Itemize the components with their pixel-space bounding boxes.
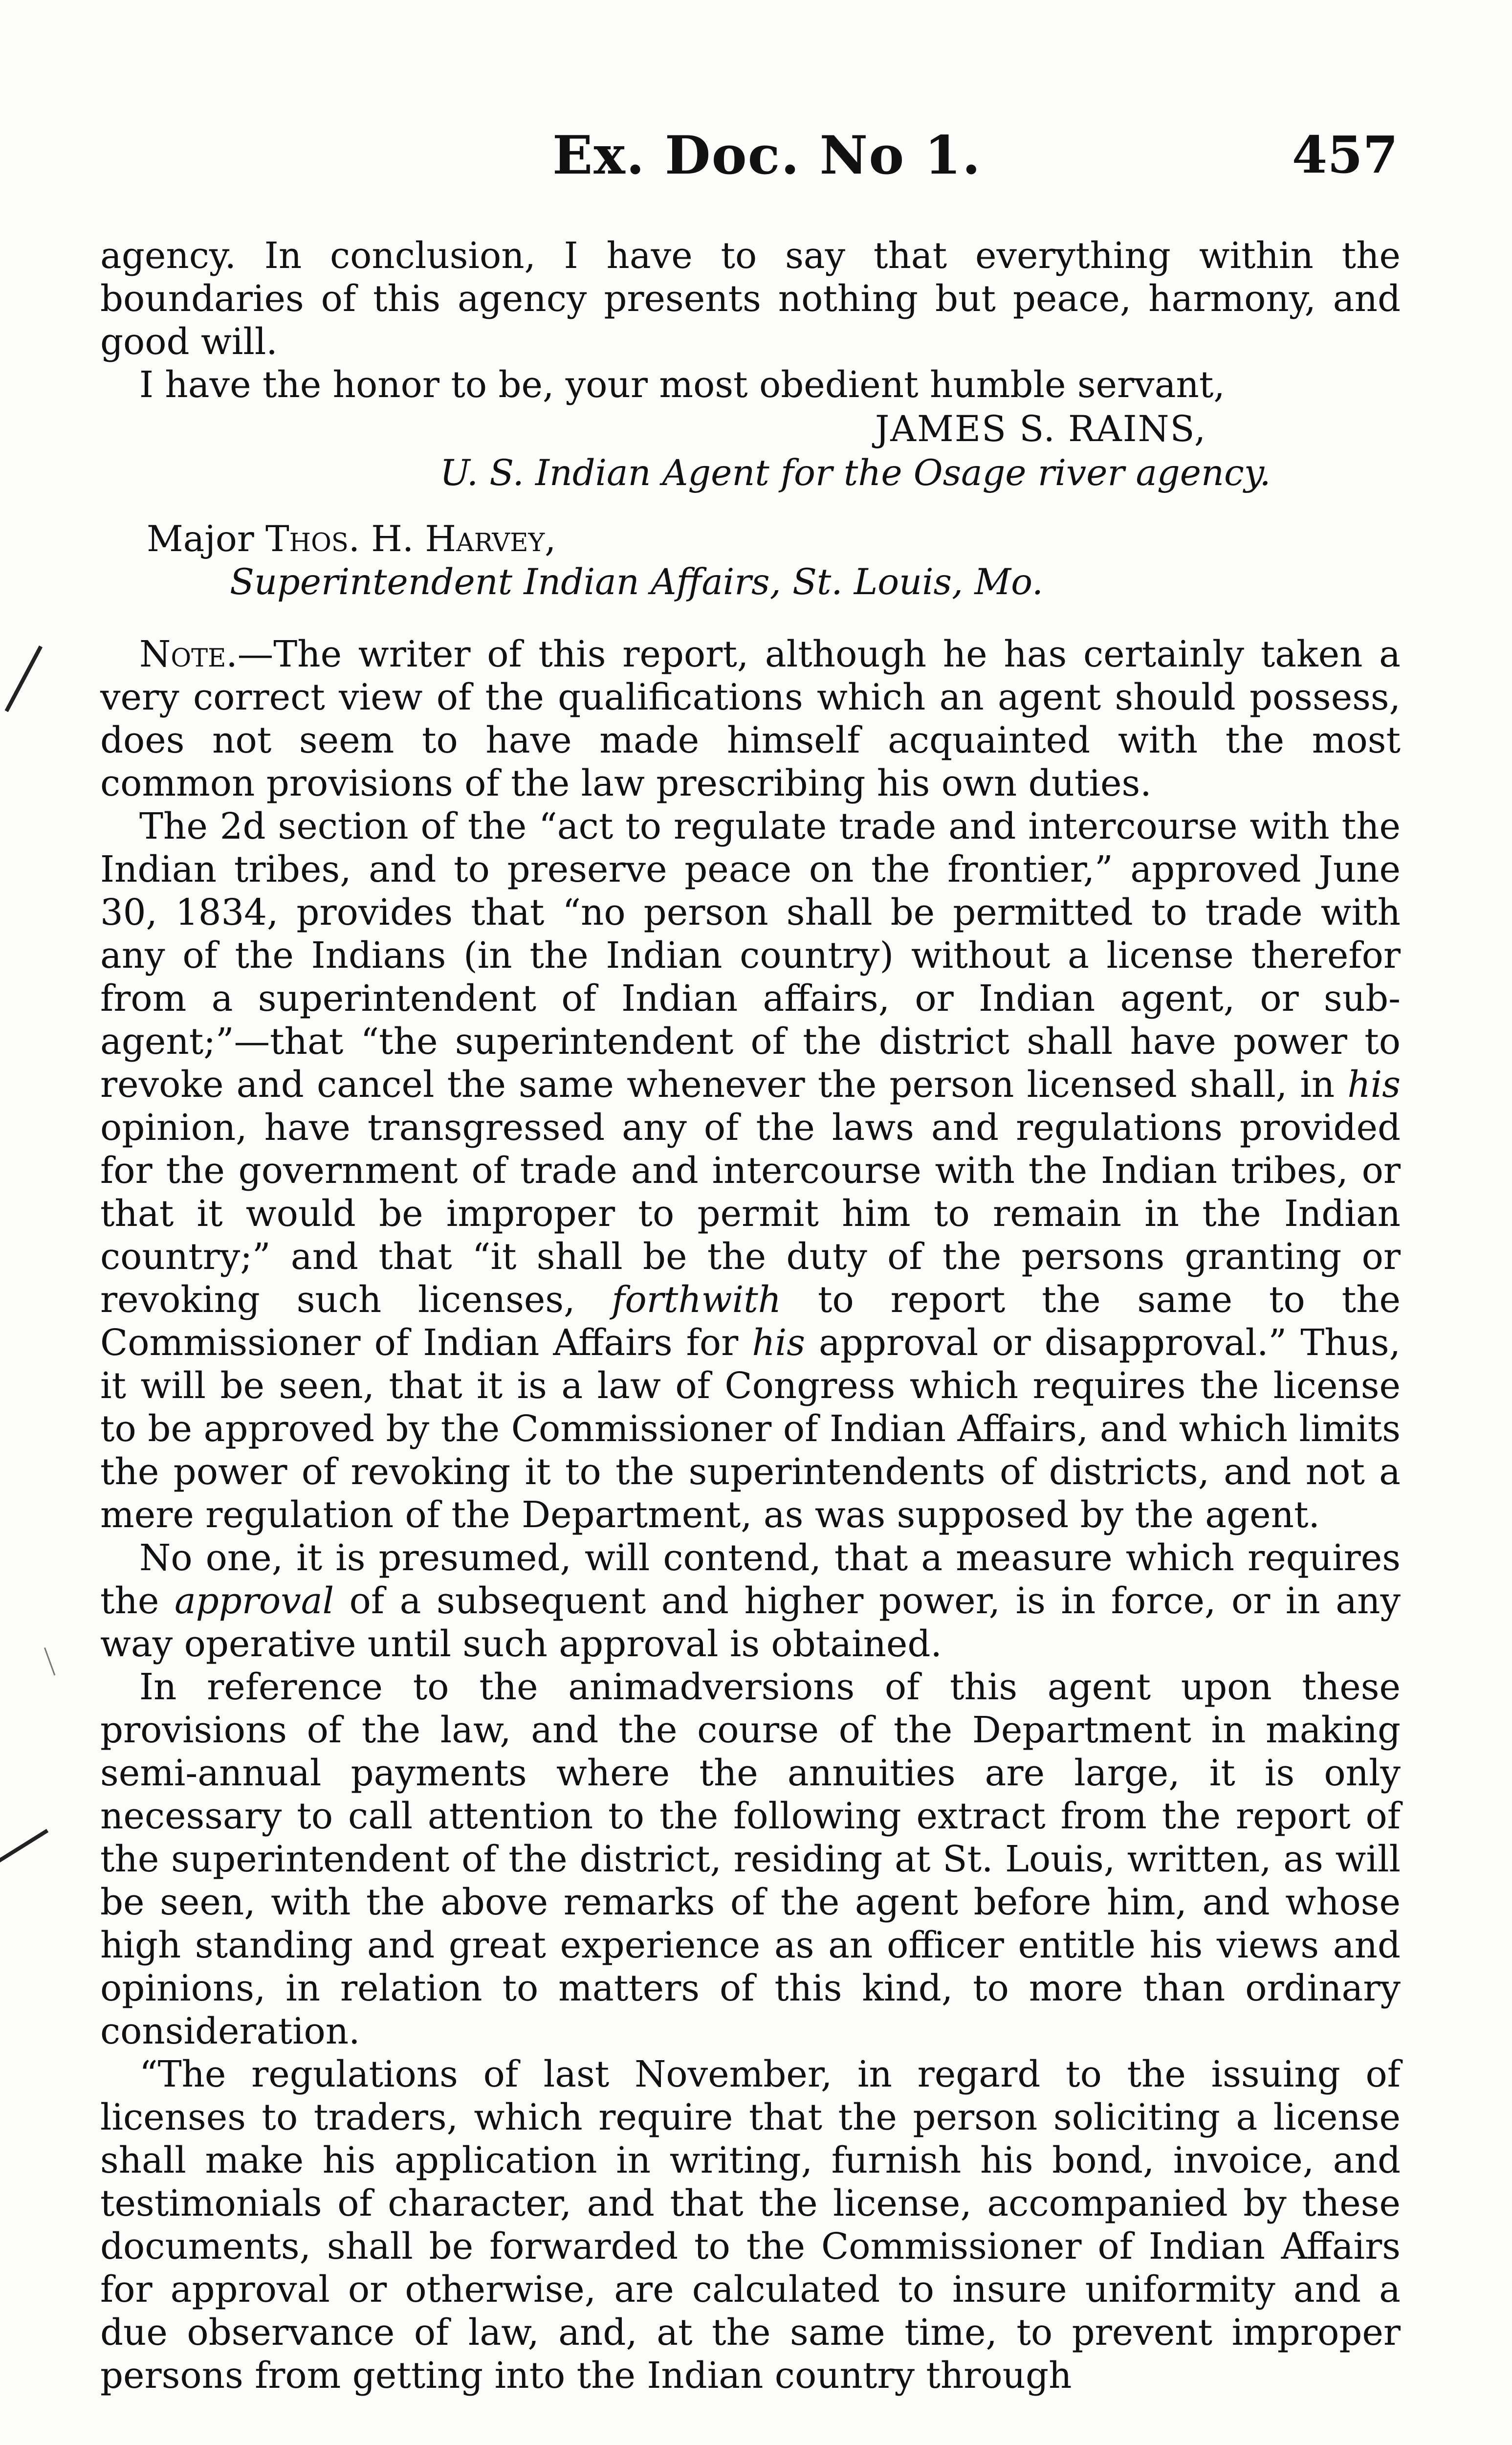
law-text-3: to report the same to the Commissioner of Indian Affairs for — [100, 1279, 1401, 1364]
addressee-title: Superintendent Indian Affairs, St. Louis, Mo. — [230, 561, 1044, 603]
law-emphasis-3: his — [752, 1322, 805, 1364]
main-text — [100, 633, 1401, 2398]
law-text-2: opinion, have transgressed any of the laws and regulations provided for the government of trade and intercourse with the Indian tribes, or that it would be improper to permit him to remain in the Indian country;” and that “it shall be the duty of the persons granting or revoking such licenses, — [100, 1107, 1401, 1321]
page-header — [98, 125, 1398, 198]
addressee-name: Thos. H. Harvey, — [265, 518, 556, 560]
signature-title: U. S. Indian Agent for the Osage river agency. — [440, 452, 1271, 494]
approval-text-1: No one, it is presumed, will contend, that a measure which requires the — [100, 1537, 1401, 1622]
regulations-paragraph: “The regulations of last November, in regard to the issuing of licenses to traders, which require that the person soliciting a license shall make his application in writing, furnish his bond, invoice, and testimonials of character, and that the license, accompanied by these documents, shall be forwarded to the Commissioner of Indian Affairs for approval or otherwise, are calculated to insure uniformity and a due observance of law, and, at the same time, to prevent improper persons from getting into the Indian country through — [100, 2054, 1401, 2397]
margin-pencil-mark — [0, 1829, 48, 1866]
approval-paragraph — [100, 1537, 1401, 1666]
addressee-prefix: Major — [147, 518, 265, 560]
law-emphasis-1: his — [1347, 1064, 1401, 1106]
reference-paragraph: In reference to the animadversions of this agent upon these provisions of the law, and the course of the Department in making semi-annual payments where the annuities are large, it is only necessary to call attention to the following extract from the report of the superintendent of the district, residing at St. Louis, written, as will be seen, with the above remarks of the agent before him, and whose high standing and great experience as an officer entitle his views and opinions, in relation to matters of this kind, to more than ordinary consideration. — [100, 1667, 1401, 2052]
conclusion-text: agency. In conclusion, I have to say that everything within the boundaries of this agency presents nothing but peace, harmony, and good will. — [100, 235, 1401, 363]
law-paragraph — [100, 805, 1401, 1537]
approval-text-2: of a subsequent and higher power, is in force, or in any way operative until such approval is obtained. — [100, 1580, 1401, 1665]
law-text-1: The 2d section of the “act to regulate trade and intercourse with the Indian tribes, and to preserve peace on the frontier,” approved June 30, 1834, provides that “no person shall be permitted to trade with any of the Indians (in the Indian country) without a license therefor from a superintendent of Indian affairs, or Indian agent, or sub-agent;”—that “the superintendent of the district shall have power to revoke and cancel the same whenever the person licensed shall, in — [100, 806, 1401, 1106]
closing-salutation: I have the honor to be, your most obedient humble servant, — [139, 364, 1225, 406]
addressee-line — [147, 518, 556, 560]
page-number: 457 — [1292, 125, 1398, 185]
note-text: —The writer of this report, although he has certainly taken a very correct view of the qualifications which an agent should possess, does not seem to have made himself acquainted with the most common provisions of the law prescribing his own duties. — [100, 634, 1401, 804]
margin-pencil-mark — [5, 645, 43, 712]
document-title: Ex. Doc. No 1. — [552, 125, 982, 186]
law-emphasis-2: forthwith — [612, 1279, 782, 1321]
margin-pencil-mark — [44, 1647, 55, 1675]
signature-name: JAMES S. RAINS, — [875, 408, 1207, 450]
note-paragraph — [100, 633, 1401, 805]
approval-emphasis: approval — [174, 1580, 334, 1622]
law-text-4: approval or disapproval.” Thus, it will be seen, that it is a law of Congress which requires the license to be approved by the Commissioner of Indian Affairs, and which limits the power of revoking it to the superintendents of districts, and not a mere regulation of the Department, as was supposed by the agent. — [100, 1322, 1401, 1536]
note-label: Note. — [139, 634, 238, 675]
opening-paragraph — [100, 235, 1401, 407]
